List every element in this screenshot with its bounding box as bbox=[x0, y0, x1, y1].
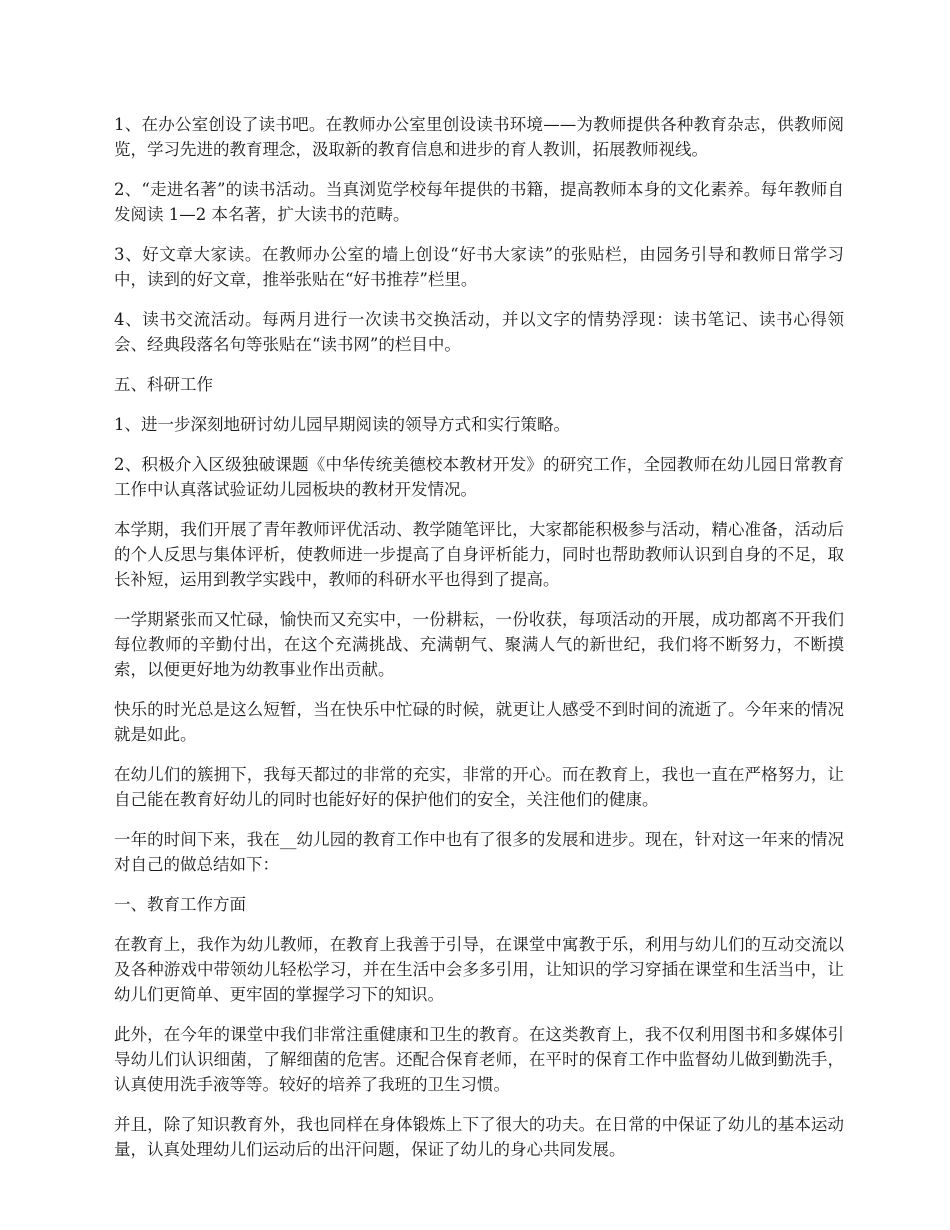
paragraph-teaching-method: 在教育上，我作为幼儿教师，在教育上我善于引导，在课堂中寓教于乐，利用与幼儿们的互动交流以及各种游戏中带领幼儿轻松学习，并在生活中会多多引用，让知识的学习穿插在课堂和生活当中，让幼儿们更简单、更牢固的掌握学习下的知识。 bbox=[114, 935, 844, 1004]
paragraph-classics-reading: 2、“走进名著”的读书活动。当真浏览学校每年提供的书籍，提高教师本身的文化素养。每年教师自发阅读 1—2 本名著，扩大读书的范畴。 bbox=[114, 180, 844, 224]
section-heading-research: 五、科研工作 bbox=[114, 375, 213, 394]
paragraph-research-2: 2、积极介入区级独破课题《中华传统美德校本教材开发》的研究工作，全园教师在幼儿园日常教育工作中认真落试验证幼儿园板块的教材开发情况。 bbox=[114, 455, 844, 499]
paragraph-reading-bar: 1、在办公室创设了读书吧。在教师办公室里创设读书环境——为教师提供各种教育杂志，供教师阅览，学习先进的教育理念，汲取新的教育信息和进步的育人教训，拓展教师视线。 bbox=[114, 115, 844, 159]
paragraph-health-education: 此外，在今年的课堂中我们非常注重健康和卫生的教育。在这类教育上，我不仅利用图书和多媒体引导幼儿们认识细菌，了解细菌的危害。还配合保育老师，在平时的保育工作中监督幼儿做到勤洗手，认真使用洗手液等等。较好的培养了我班的卫生习惯。 bbox=[114, 1025, 844, 1094]
document-body bbox=[114, 112, 844, 1177]
paragraph-semester-activities: 本学期，我们开展了青年教师评优活动、教学随笔评比，大家都能积极参与活动，精心准备，活动后的个人反思与集体评析，使教师进一步提高了自身评析能力，同时也帮助教师认识到自身的不足，取长补短，运用到教学实践中，教师的科研水平也得到了提高。 bbox=[114, 520, 844, 589]
paragraph-reading-exchange: 4、读书交流活动。每两月进行一次读书交换活动，并以文字的情势浮现：读书笔记、读书心得领会、经典段落名句等张贴在“读书网”的栏目中。 bbox=[114, 310, 844, 354]
paragraph-good-articles: 3、好文章大家读。在教师办公室的墙上创设“好书大家读”的张贴栏，由园务引导和教师日常学习中，读到的好文章，推举张贴在“好书推荐”栏里。 bbox=[114, 245, 844, 289]
paragraph-year-review: 一年的时间下来，我在__幼儿园的教育工作中也有了很多的发展和进步。现在，针对这一年来的情况对自己的做总结如下： bbox=[114, 830, 844, 874]
paragraph-physical-exercise: 并且，除了知识教育外，我也同样在身体锻炼上下了很大的功夫。在日常的中保证了幼儿的基本运动量，认真处理幼儿们运动后的出汗问题，保证了幼儿的身心共同发展。 bbox=[114, 1115, 844, 1159]
paragraph-happy-time: 快乐的时光总是这么短暂，当在快乐中忙碌的时候，就更让人感受不到时间的流逝了。今年来的情况就是如此。 bbox=[114, 700, 844, 744]
section-heading-education: 一、教育工作方面 bbox=[114, 895, 246, 914]
paragraph-research-1: 1、进一步深刻地研讨幼儿园早期阅读的领导方式和实行策略。 bbox=[114, 415, 570, 434]
paragraph-daily-life: 在幼儿们的簇拥下，我每天都过的非常的充实，非常的开心。而在教育上，我也一直在严格努力，让自己能在教育好幼儿的同时也能好好的保护他们的安全，关注他们的健康。 bbox=[114, 765, 844, 809]
paragraph-semester-summary: 一学期紧张而又忙碌，愉快而又充实中，一份耕耘，一份收获，每项活动的开展，成功都离不开我们每位教师的辛勤付出，在这个充满挑战、充满朝气、聚满人气的新世纪，我们将不断努力，不断摸索，以便更好地为幼教事业作出贡献。 bbox=[114, 610, 844, 679]
